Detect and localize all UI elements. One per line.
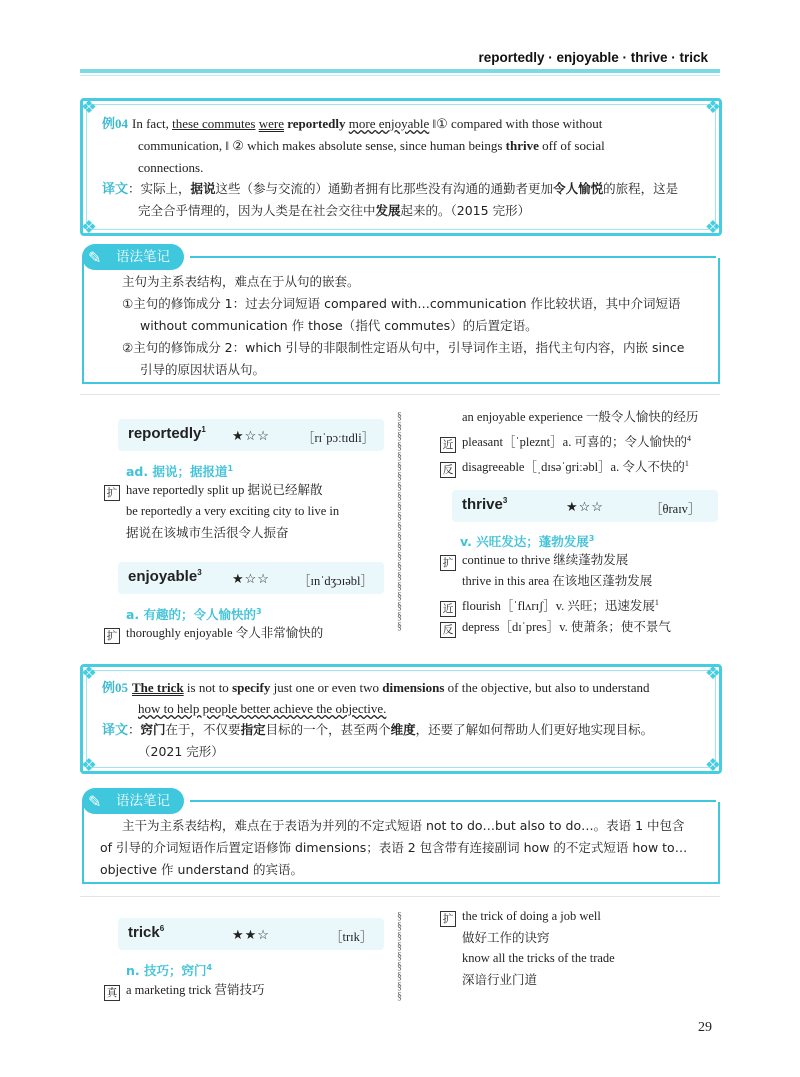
example-04-english-3: connections. xyxy=(138,160,204,175)
column-divider: § § § § § § § § § § § § § § § § § § § § § § xyxy=(397,412,402,632)
pronunciation: ［ɪnˈdʒɔɪəbl］ xyxy=(298,574,373,588)
pronunciation: ［θraɪv］ xyxy=(650,502,701,516)
example-05-label: 例05 xyxy=(102,680,129,695)
word-reportedly: reportedly$^1$ xyxy=(128,425,206,442)
header-rule-thin xyxy=(80,75,720,76)
rating-stars: ★☆☆ xyxy=(232,571,270,586)
example-04-label: 例04 xyxy=(102,116,129,131)
grammar-note-tag: ✎ 语法笔记 xyxy=(82,788,184,814)
rating-stars: ★★☆ xyxy=(232,927,270,942)
definition: a. 有趣的；令人愉快的$^3$ xyxy=(126,606,262,622)
pen-icon: ✎ xyxy=(88,792,102,811)
section-divider xyxy=(80,394,720,395)
example-04-translation-2: 完全合乎情理的，因为人类是在社会交往中发展起来的。（2015 完形） xyxy=(138,203,531,218)
enjoyable-extra: an enjoyable experience 一般令人愉快的经历 近 pleasant［ˈpleznt］a. 可喜的；令人愉快的$^4$ 反 disagreeable［ˌdɪsəˈɡriːəbl］a. 令人不快的$^1$ xyxy=(440,407,730,478)
definition: ad. 据说；据报道$^1$ xyxy=(126,463,234,479)
thrive-examples: 扩 continue to thrive 继续蓬勃发展 thrive in this area 在该地区蓬勃发展 近 flourish［ˈflʌrɪʃ］v. 兴旺；迅速发展$^1$ 反 depress［dɪˈpres］v. 使萧条；使不景气 xyxy=(440,550,730,638)
word-trick: trick$^6$ xyxy=(128,924,165,941)
column-divider: § § § § § § § § § xyxy=(397,912,402,1002)
example-04-translation: 译文：实际上，据说这些（参与交流的）通勤者拥有比那些没有沟通的通勤者更加令人愉悦的旅程，这是 xyxy=(102,181,679,197)
pronunciation: ［rɪˈpɔːtɪdli］ xyxy=(302,431,375,445)
page-number: 29 xyxy=(698,1020,712,1035)
word-enjoyable: enjoyable$^3$ xyxy=(128,568,202,585)
word-thrive: thrive$^3$ xyxy=(462,496,508,513)
example-05-translation-2: （2021 完形） xyxy=(138,744,224,759)
trick-extension: 扩 the trick of doing a job well 做好工作的诀窍 know all the tricks of the trade 深谙行业门道 xyxy=(440,906,730,990)
rating-stars: ★☆☆ xyxy=(566,499,604,514)
example-05-box: ❖ ❖ ❖ ❖ xyxy=(80,663,722,775)
example-04-box: ❖ ❖ ❖ ❖ xyxy=(80,97,722,237)
definition: v. 兴旺发达；蓬勃发展$^3$ xyxy=(460,533,595,549)
rating-stars: ★☆☆ xyxy=(232,428,270,443)
pen-icon: ✎ xyxy=(88,248,102,267)
example-04-english-2: communication, ‖ ② which makes absolute sense, since human beings thrive off of social xyxy=(138,138,605,153)
header-rule xyxy=(80,69,720,73)
extension-examples: 扩 have reportedly split up 据说已经解散 be reportedly a very exciting city to live in 据说在该城市生活很令人振奋 xyxy=(104,480,374,543)
example-05-english: 例05 The trick is not to specify just one or even two dimensions of the objective, but also to understand xyxy=(102,680,650,695)
grammar-note-tag: ✎ 语法笔记 xyxy=(82,244,184,270)
example-04-english: 例04 In fact, these commutes were reportedly more enjoyable ‖① compared with those without xyxy=(102,116,603,131)
grammar-note-2-text: 主干为主系表结构，难点在于表语为并列的不定式短语 not to do…but also to do…。表语 1 中包含 of 引导的介词短语作后置定语修饰 dimensions；表语 2 包含带有连接副词 how 的不定式短语 how to… objective 作 understand 的宾语。 xyxy=(100,818,688,877)
extension-examples: 扩 thoroughly enjoyable 令人非常愉快的 xyxy=(104,623,384,644)
definition: n. 技巧；窍门$^4$ xyxy=(126,962,213,978)
example-05-english-2: how to help people better achieve the objective. xyxy=(138,701,387,716)
running-header: reportedly · enjoyable · thrive · trick xyxy=(478,50,708,65)
pronunciation: ［trɪk］ xyxy=(330,930,373,944)
example-05-translation: 译文：窍门在于，不仅要指定目标的一个，甚至两个维度，还要了解如何帮助人们更好地实现目标。 xyxy=(102,722,654,738)
trick-example: 真 a marketing trick 营销技巧 xyxy=(104,980,384,1001)
grammar-note-1-text: 主句为主系表结构，难点在于从句的嵌套。 ①主句的修饰成分 1：过去分词短语 compared with…communication 作比较状语，其中介词短语 without communication 作 those（指代 commutes）的后置定语。 ②主句的修饰成分 2：which 引导的非限制性定语从句中，引导词作主语，指代主句内容，内嵌 since 引导的原因状语从句。 xyxy=(122,274,685,377)
section-divider xyxy=(80,896,720,897)
